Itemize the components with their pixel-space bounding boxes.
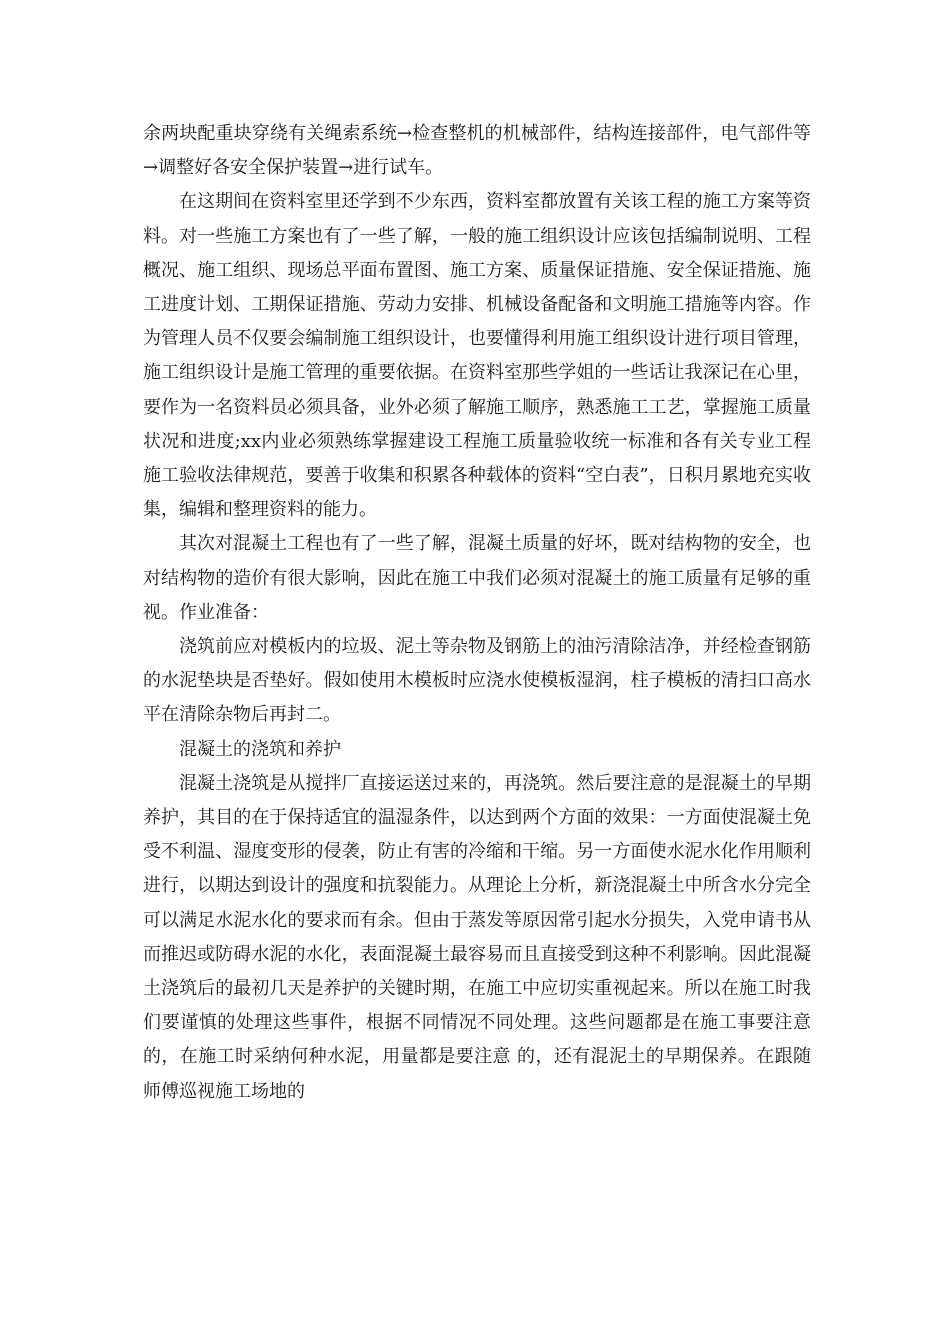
paragraph-3: 其次对混凝土工程也有了一些了解，混凝土质量的好坏，既对结构物的安全，也对结构物的造价有很大影响，因此在施工中我们必须对混凝土的施工质量有足够的重视。作业准备： [143, 533, 811, 623]
section-heading: 混凝土的浇筑和养护 [179, 738, 341, 760]
document-body [143, 117, 811, 1109]
paragraph-5: 混凝土浇筑是从搅拌厂直接运送过来的，再浇筑。然后要注意的是混凝土的早期养护，其目的在于保持适宜的温湿条件，以达到两个方面的效果：一方面使混凝土免受不利温、湿度变形的侵袭，防止有害的冷缩和干缩。另一方面使水泥水化作用顺利进行，以期达到设计的强度和抗裂能力。从理论上分析，新浇混凝土中所含水分完全可以满足水泥水化的要求而有余。但由于蒸发等原因常引起水分损失，入党申请书从而推迟或防碍水泥的水化，表面混凝土最容易而且直接受到这种不利影响。因此混凝土浇筑后的最初几天是养护的关键时期，在施工中应切实重视起来。所以在施工时我们要谨慎的处理这些事件，根据不同情况不同处理。这些问题都是在施工事要注意的，在施工时采纳何种水泥，用量都是要注意 的，还有混泥土的早期保养。在跟随师傅巡视施工场地的 [143, 772, 811, 1102]
paragraph-1: 余两块配重块穿绕有关绳索系统→检查整机的机械部件，结构连接部件，电气部件等→调整好各安全保护装置→进行试车。 [143, 123, 811, 179]
paragraph-2: 在这期间在资料室里还学到不少东西，资料室都放置有关该工程的施工方案等资料。对一些施工方案也有了一些了解，一般的施工组织设计应该包括编制说明、工程概况、施工组织、现场总平面布置图、施工方案、质量保证措施、安全保证措施、施工进度计划、工期保证措施、劳动力安排、机械设备配备和文明施工措施等内容。作为管理人员不仅要会编制施工组织设计，也要懂得利用施工组织设计进行项目管理，施工组织设计是施工管理的重要依据。在资料室那些学姐的一些话让我深记在心里，要作为一名资料员必须具备，业外必须了解施工顺序，熟悉施工工艺，掌握施工质量状况和进度;xx内业必须熟练掌握建设工程施工质量验收统一标准和各有关专业工程施工验收法律规范，要善于收集和积累各种载体的资料“空白表”，日积月累地充实收集，编辑和整理资料的能力。 [143, 191, 811, 521]
paragraph-4: 浇筑前应对模板内的垃圾、泥土等杂物及钢筋上的油污清除洁净，并经检查钢筋的水泥垫块是否垫好。假如使用木模板时应浇水使模板湿润，柱子模板的清扫口高水平在清除杂物后再封二。 [143, 636, 811, 726]
